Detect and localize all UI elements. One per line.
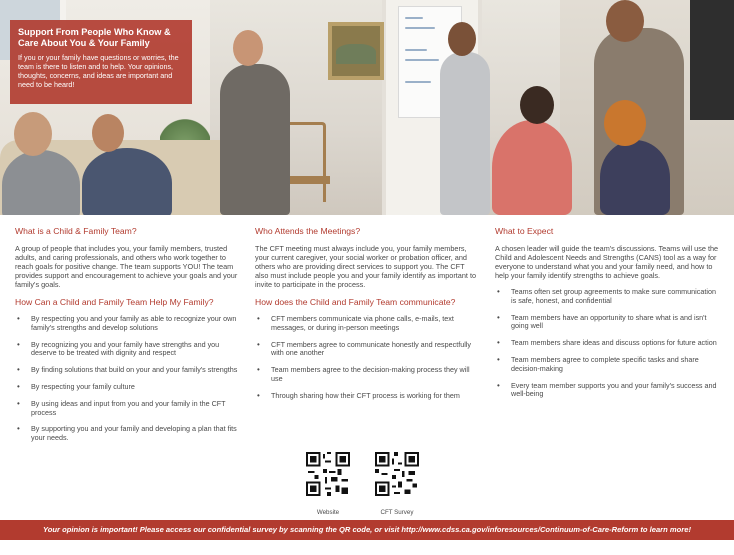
qr-code-survey-icon[interactable]: [375, 452, 419, 496]
callout-title: Support From People Who Know & Care About You & Your Family: [18, 27, 171, 48]
list-item: • By recognizing you and your family have strengths and you deserve to be treated with dignity and respect: [17, 339, 220, 358]
qr-survey[interactable]: [373, 452, 421, 516]
page-bottom-margin: [0, 540, 734, 555]
qr-website[interactable]: [304, 452, 352, 516]
list-how-communicate: [255, 315, 477, 401]
person-woman-headwrap-head: [604, 100, 646, 146]
list-item: • By using ideas and input from you and your family in the CFT process: [17, 398, 226, 417]
list-item: • Team members share ideas and discuss options for future action: [497, 338, 717, 348]
column-meetings: [255, 222, 477, 409]
support-callout: [10, 20, 192, 104]
qr-label-survey: CFT Survey: [380, 509, 414, 516]
heading-how-cft-helps: How Can a Child and Family Team Help My Family?: [15, 297, 214, 307]
heading-what-to-expect: What to Expect: [495, 226, 554, 236]
photo-painting: [328, 22, 384, 80]
photo-tv: [690, 0, 734, 120]
list-item: • By finding solutions that build on your and your family's strengths: [17, 365, 238, 375]
callout-body: If you or your family have questions or worries, the team is there to listen and to help. Your opinions, thoughts, concerns, and ideas are important and need to be heard!: [18, 53, 179, 89]
list-item: • CFT members communicate via phone calls, e-mails, text messages, or during in-person meetings: [257, 314, 454, 332]
paragraph-what-to-expect: A chosen leader will guide the team's discussions. Teams will use the Child and Adolescent Needs and Strengths (CANS) tool as a way for everyone to understand what you and your family need, and how to help your family identify strengths to achieve goals.: [495, 244, 719, 280]
column-child-family-team: [15, 222, 241, 451]
hero-photo: [0, 0, 734, 215]
person-man-plaid: [82, 148, 172, 215]
person-man-left: [2, 150, 80, 215]
person-woman-blazer: [220, 64, 290, 215]
list-item: • Through sharing how their CFT process is working for them: [257, 390, 460, 400]
qr-code-website-icon[interactable]: [306, 452, 350, 496]
heading-how-communicate: How does the Child and Family Team communicate?: [255, 297, 456, 307]
list-item: • By supporting you and your family and developing a plan that fits your needs.: [17, 424, 237, 443]
person-woman-pink-head: [520, 86, 554, 124]
heading-who-attends: Who Attends the Meetings?: [255, 226, 361, 236]
person-woman-pink: [492, 120, 572, 215]
footer-text[interactable]: Your opinion is important! Please access our confidential survey by scanning the QR code, or visit http://www.cdss.ca.gov/inforesources/Continuum-of-Care-Reform to learn more!: [43, 525, 691, 534]
list-how-cft-helps: [15, 315, 241, 443]
list-item: • By respecting your family culture: [17, 381, 135, 391]
paragraph-what-is-cft: A group of people that includes you, your family members, trusted adults, and caring professionals, and others who work together to reach goals for positive change. The team supports YOU! The team provides support and encouragement to achieve your goals and your family's goals.: [15, 244, 238, 289]
person-woman-headwrap: [600, 140, 670, 215]
person-man-left-head: [14, 112, 52, 156]
person-man-sweater-head: [606, 0, 644, 42]
person-woman-whiteboard: [440, 52, 490, 215]
person-woman-whiteboard-head: [448, 22, 476, 56]
footer-banner[interactable]: [0, 520, 734, 540]
heading-what-is-cft: What is a Child & Family Team?: [15, 226, 137, 236]
person-man-plaid-head: [92, 114, 124, 152]
list-item: • By respecting you and your family as able to recognize your own family's strengths and develop solutions: [17, 314, 237, 332]
person-woman-blazer-head: [233, 30, 263, 66]
list-item: • Team members have an opportunity to share what is and isn't going well: [497, 312, 707, 331]
list-item: • Team members agree to complete specific tasks and share decision-making: [497, 354, 699, 373]
list-item: • Team members agree to the decision-making process they will use: [257, 365, 470, 383]
column-what-to-expect: [495, 222, 721, 407]
list-what-to-expect: [495, 288, 721, 399]
qr-label-website: Website: [316, 509, 340, 516]
list-item: • CFT members agree to communicate honestly and respectfully with one another: [257, 339, 472, 358]
list-item: • Teams often set group agreements to make sure communication is safe, honest, and confidential: [497, 287, 716, 305]
list-item: • Every team member supports you and your family's success and well-being: [497, 380, 717, 399]
paragraph-who-attends: The CFT meeting must always include you, your family members, your current caregiver, your social worker or probation officer, and others who are providing direct services to support you. The CFT also must include people you and your family identify as important to invite to participate in the process.: [255, 244, 477, 289]
